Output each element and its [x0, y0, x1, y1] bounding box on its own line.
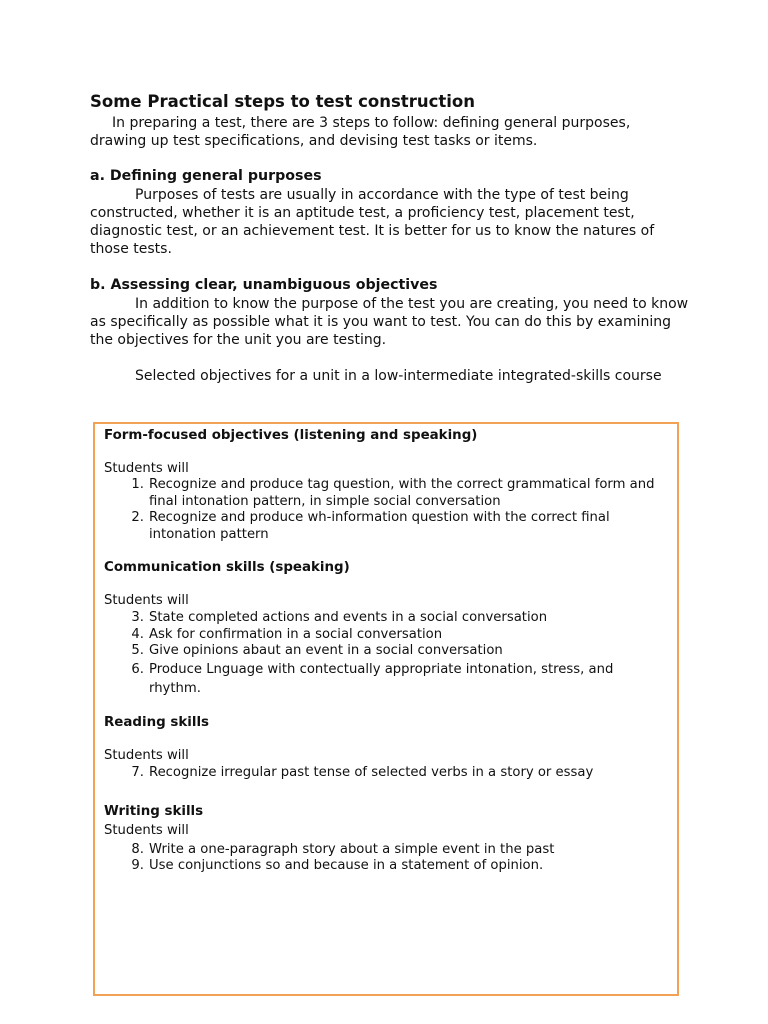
objective-item [120, 627, 660, 644]
objective-text: Recognize irregular past tense of selected verbs in a story or essay [149, 765, 594, 780]
group-lead: Students will [104, 748, 189, 763]
group-lead: Students will [104, 593, 189, 608]
section-b-body: In addition to know the purpose of the test you are creating, you need to know as specifically as possible what it is you want to test. You can do this by examining the objectives for the unit you are testing. [90, 296, 689, 348]
intro-paragraph: In preparing a test, there are 3 steps to follow: defining general purposes, drawing up test specifications, and devising test tasks or items. [90, 115, 631, 149]
group-heading-writing: Writing skills [104, 804, 204, 819]
section-a-heading: a. Defining general purposes [90, 168, 322, 184]
objective-item [120, 765, 660, 782]
objective-text: State completed actions and events in a social conversation [149, 610, 548, 625]
objective-item [120, 842, 660, 859]
objective-item [120, 477, 660, 510]
objective-text: Use conjunctions so and because in a statement of opinion. [149, 858, 544, 873]
objective-text: Give opinions abaut an event in a social conversation [149, 643, 503, 658]
objective-number: 2. [131, 510, 144, 525]
objective-item [120, 510, 660, 543]
objective-text: Ask for confirmation in a social conversation [149, 627, 443, 642]
objective-text: Recognize and produce tag question, with the correct grammatical form and final intonation pattern, in simple social conversation [149, 477, 655, 509]
group-heading-communication: Communication skills (speaking) [104, 560, 350, 575]
objective-text: Write a one-paragraph story about a simple event in the past [149, 842, 555, 857]
objective-item [120, 643, 660, 660]
selected-objectives-caption: Selected objectives for a unit in a low-intermediate integrated-skills course [135, 368, 662, 384]
objective-number: 3. [131, 610, 144, 625]
group-heading-reading: Reading skills [104, 715, 210, 730]
objective-number: 5. [131, 643, 144, 658]
objective-number: 4. [131, 627, 144, 642]
section-a-body: Purposes of tests are usually in accordance with the type of test being constructed, whether it is an aptitude test, a proficiency test, placement test, diagnostic test, or an achievement test. It is better for us to know the natures of those tests. [90, 187, 655, 257]
group-heading-form-focused: Form-focused objectives (listening and speaking) [104, 428, 478, 443]
group-lead: Students will [104, 461, 189, 476]
group-lead: Students will [104, 823, 189, 838]
section-b-heading: b. Assessing clear, unambiguous objectives [90, 277, 438, 293]
objective-number: 9. [131, 858, 144, 873]
objective-item [120, 610, 660, 627]
objective-text: Produce Lnguage with contectually appropriate intonation, stress, and rhythm. [149, 662, 614, 696]
objective-number: 6. [131, 662, 144, 677]
objective-item [120, 858, 660, 875]
page-title: Some Practical steps to test construction [90, 92, 475, 111]
objective-number: 8. [131, 842, 144, 857]
objective-item [120, 660, 660, 698]
objective-text: Recognize and produce wh-information question with the correct final intonation pattern [149, 510, 610, 542]
objective-number: 7. [131, 765, 144, 780]
objective-number: 1. [131, 477, 144, 492]
